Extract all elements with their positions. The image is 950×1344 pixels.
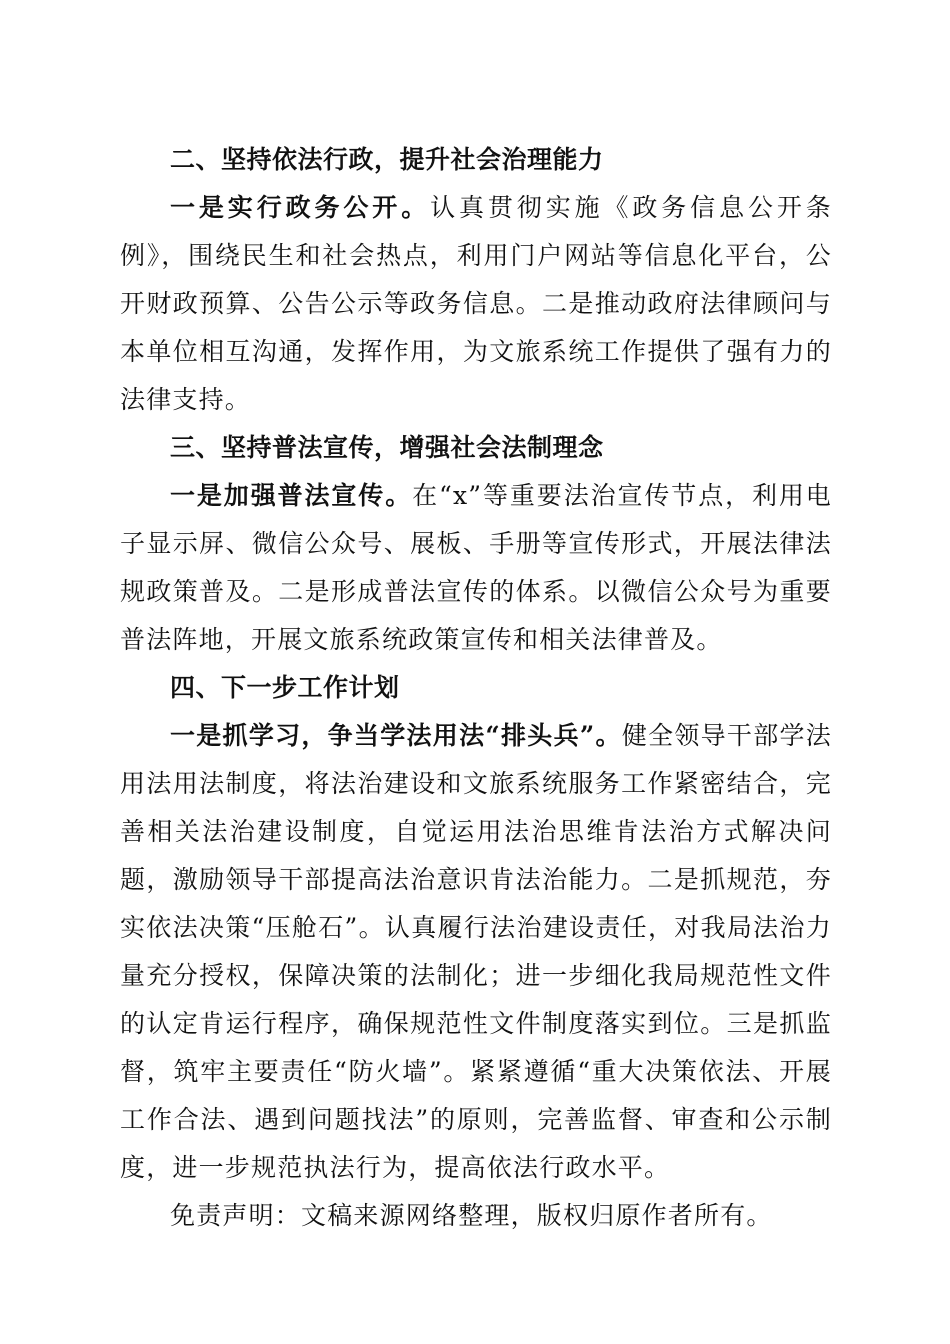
document-body bbox=[120, 136, 832, 1240]
paragraph-lead: 一是抓学习，争当学法用法“排头兵”。 bbox=[170, 721, 622, 750]
paragraph-text: 健全领导干部学法用法用法制度，将法治建设和文旅系统服务工作紧密结合，完善相关法治建设制度，自觉运用法治思维肯法治方式解决问题，激励领导干部提高法治意识肯法治能力。二是抓规范，夯实依法决策“压舱石”。认真履行法治建设责任，对我局法治力量充分授权，保障决策的法制化；进一步细化我局规范性文件的认定肯运行程序，确保规范性文件制度落实到位。三是抓监督，筑牢主要责任“防火墙”。紧紧遵循“重大决策依法、开展工作合法、遇到问题找法”的原则，完善监督、审查和公示制度，进一步规范执法行为，提高依法行政水平。 bbox=[120, 721, 832, 1182]
section-heading: 四、下一步工作计划 bbox=[170, 673, 400, 702]
paragraph-lead: 一是加强普法宣传。 bbox=[170, 481, 413, 510]
paragraph bbox=[120, 472, 832, 664]
paragraph-lead: 一是实行政务公开。 bbox=[170, 193, 431, 222]
paragraph bbox=[120, 712, 832, 1192]
disclaimer: 免责声明：文稿来源网络整理，版权归原作者所有。 bbox=[170, 1201, 773, 1230]
section-heading: 三、坚持普法宣传，增强社会法制理念 bbox=[170, 433, 604, 462]
section-heading: 二、坚持依法行政，提升社会治理能力 bbox=[170, 145, 604, 174]
paragraph-text: 认真贯彻实施《政务信息公开条例》，围绕民生和社会热点，利用门户网站等信息化平台，公开财政预算、公告公示等政务信息。二是推动政府法律顾问与本单位相互沟通，发挥作用，为文旅系统工作提供了强有力的法律支持。 bbox=[120, 193, 832, 414]
paragraph-text: 在“x”等重要法治宣传节点，利用电子显示屏、微信公众号、展板、手册等宣传形式，开展法律法规政策普及。二是形成普法宣传的体系。以微信公众号为重要普法阵地，开展文旅系统政策宣传和相关法律普及。 bbox=[120, 481, 833, 654]
paragraph bbox=[120, 184, 832, 424]
